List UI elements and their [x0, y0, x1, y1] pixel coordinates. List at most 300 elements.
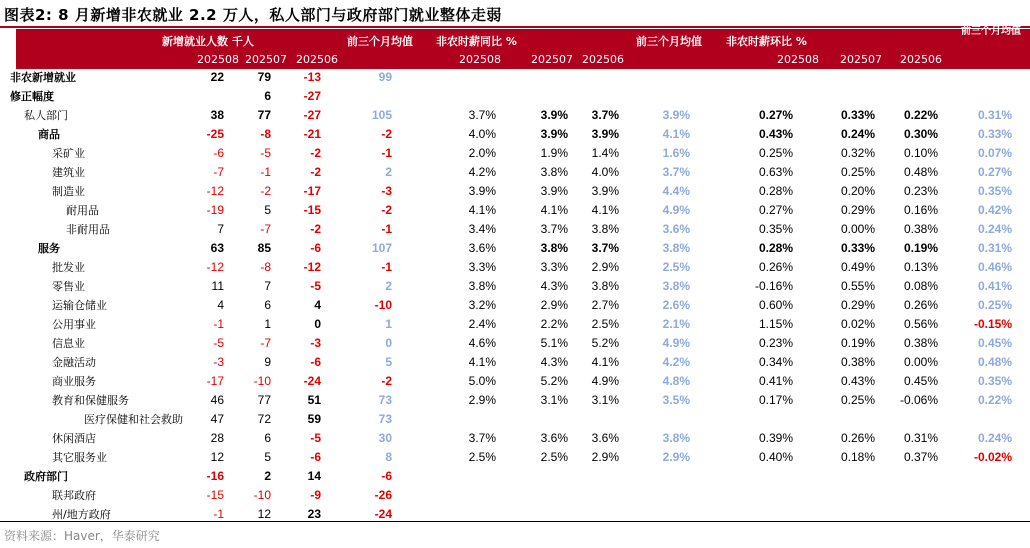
cell-e2: 7 [264, 279, 271, 293]
cell-e1: -5 [213, 336, 224, 350]
cell-m2: 0.00% [840, 222, 875, 236]
cell-mavg: 0.41% [977, 279, 1012, 293]
cell-y3: 2.5% [591, 317, 619, 331]
cell-e2: -8 [260, 260, 271, 274]
cell-eavg: -10 [374, 298, 392, 312]
cell-e3: -15 [303, 203, 321, 217]
cell-e2: -5 [260, 146, 271, 160]
row-label: 其它服务业 [52, 451, 107, 464]
cell-eavg: -2 [381, 203, 392, 217]
cell-eavg: -2 [381, 127, 392, 141]
cell-e1: -1 [213, 317, 224, 331]
cell-m3: -0.06% [899, 393, 938, 407]
cell-e3: -12 [303, 260, 321, 274]
cell-y1: 5.0% [468, 374, 496, 388]
cell-y1: 2.9% [468, 393, 496, 407]
cell-y3: 4.0% [591, 165, 619, 179]
row-label: 采矿业 [52, 147, 85, 160]
header-month: 202507 [245, 53, 287, 66]
table-row [0, 68, 1030, 87]
cell-y1: 3.9% [468, 184, 496, 198]
cell-eavg: 73 [378, 393, 392, 407]
cell-yavg: 2.5% [662, 260, 690, 274]
row-label: 州/地方政府 [52, 508, 111, 521]
cell-mavg: 0.46% [977, 260, 1012, 274]
cell-e3: -5 [310, 279, 321, 293]
header-3m-avg-mom: 前三个月均值 [961, 26, 1021, 37]
cell-e2: 1 [264, 317, 271, 331]
cell-mavg: 0.31% [977, 108, 1012, 122]
cell-e2: 79 [257, 70, 271, 84]
cell-e3: -9 [310, 488, 321, 502]
table-row [0, 467, 1030, 486]
cell-e1: -3 [213, 355, 224, 369]
cell-yavg: 4.8% [662, 374, 690, 388]
cell-e1: -19 [206, 203, 224, 217]
cell-y1: 4.6% [468, 336, 496, 350]
cell-m2: 0.24% [840, 127, 875, 141]
cell-e1: 47 [210, 412, 224, 426]
table-row [0, 258, 1030, 277]
cell-m2: 0.43% [840, 374, 875, 388]
cell-y1: 4.2% [468, 165, 496, 179]
cell-m2: 0.25% [840, 165, 875, 179]
header-3m-avg-jobs: 前三个月均值 [347, 35, 413, 48]
cell-y2: 3.9% [540, 108, 568, 122]
table-body [0, 68, 1030, 524]
cell-m1: 0.23% [758, 336, 793, 350]
cell-y2: 2.2% [540, 317, 568, 331]
cell-yavg: 3.7% [662, 165, 690, 179]
cell-e2: 85 [257, 241, 271, 255]
row-label: 批发业 [52, 261, 85, 274]
cell-m3: 0.19% [903, 241, 938, 255]
cell-e3: 51 [307, 393, 321, 407]
cell-e2: 5 [264, 203, 271, 217]
cell-m3: 0.00% [903, 355, 938, 369]
table-row [0, 125, 1030, 144]
cell-e3: 0 [314, 317, 321, 331]
cell-e3: 4 [314, 298, 321, 312]
cell-y2: 2.9% [540, 298, 568, 312]
cell-y1: 3.7% [468, 431, 496, 445]
cell-y3: 2.9% [591, 260, 619, 274]
cell-y1: 3.7% [468, 108, 496, 122]
cell-yavg: 3.8% [662, 241, 690, 255]
cell-y2: 3.7% [540, 222, 568, 236]
cell-m3: 0.48% [903, 165, 938, 179]
cell-e3: 14 [307, 469, 321, 483]
cell-mavg: 0.42% [977, 203, 1012, 217]
cell-y2: 3.9% [540, 127, 568, 141]
cell-e1: 28 [210, 431, 224, 445]
cell-m2: 0.38% [840, 355, 875, 369]
cell-e2: 72 [257, 412, 271, 426]
cell-y1: 3.2% [468, 298, 496, 312]
cell-yavg: 3.6% [662, 222, 690, 236]
cell-m3: 0.08% [903, 279, 938, 293]
table-row [0, 391, 1030, 410]
cell-e3: -2 [310, 146, 321, 160]
cell-m1: 1.15% [758, 317, 793, 331]
cell-e1: -12 [206, 184, 224, 198]
cell-m2: 0.33% [840, 108, 875, 122]
table-row [0, 144, 1030, 163]
cell-mavg: 0.35% [977, 184, 1012, 198]
row-label: 商业服务 [52, 375, 96, 388]
cell-e2: 2 [264, 469, 271, 483]
cell-y2: 3.3% [540, 260, 568, 274]
cell-m3: 0.10% [903, 146, 938, 160]
cell-m1: 0.35% [758, 222, 793, 236]
row-label: 建筑业 [52, 166, 85, 179]
cell-mavg: 0.35% [977, 374, 1012, 388]
cell-eavg: 30 [378, 431, 392, 445]
cell-e1: 11 [211, 279, 224, 293]
cell-m3: 0.16% [903, 203, 938, 217]
cell-mavg: 0.24% [977, 222, 1012, 236]
cell-e2: 12 [257, 507, 271, 521]
cell-m2: 0.29% [840, 203, 875, 217]
cell-mavg: 0.25% [977, 298, 1012, 312]
row-label: 金融活动 [52, 356, 96, 369]
table-row [0, 429, 1030, 448]
cell-y3: 3.8% [591, 222, 619, 236]
cell-y1: 3.6% [468, 241, 496, 255]
cell-e1: -12 [206, 260, 224, 274]
cell-m2: 0.26% [840, 431, 875, 445]
cell-yavg: 3.8% [662, 431, 690, 445]
cell-eavg: 73 [378, 412, 392, 426]
cell-yavg: 4.9% [662, 336, 690, 350]
cell-e1: 4 [217, 298, 224, 312]
cell-m3: 0.38% [903, 222, 938, 236]
cell-y2: 2.5% [540, 450, 568, 464]
cell-yavg: 4.4% [662, 184, 690, 198]
cell-e3: -2 [310, 222, 321, 236]
cell-y1: 4.1% [468, 355, 496, 369]
cell-e3: -6 [310, 241, 321, 255]
row-label: 联邦政府 [52, 489, 96, 502]
cell-e3: -5 [310, 431, 321, 445]
cell-e1: 46 [210, 393, 224, 407]
cell-y2: 4.3% [540, 355, 568, 369]
cell-eavg: 107 [371, 241, 392, 255]
table-row [0, 296, 1030, 315]
cell-m1: 0.28% [758, 241, 793, 255]
cell-mavg: 0.27% [977, 165, 1012, 179]
cell-m2: 0.20% [840, 184, 875, 198]
header-wage-mom: 非农时薪环比 % [726, 35, 807, 48]
cell-m1: 0.39% [758, 431, 793, 445]
cell-e3: 23 [307, 507, 321, 521]
table-row [0, 220, 1030, 239]
cell-m1: 0.43% [758, 127, 793, 141]
row-label: 公用事业 [52, 318, 96, 331]
cell-e2: -10 [253, 488, 271, 502]
cell-yavg: 2.6% [662, 298, 690, 312]
cell-eavg: -24 [374, 507, 392, 521]
row-label: 非耐用品 [66, 223, 110, 236]
cell-y2: 3.6% [540, 431, 568, 445]
row-label: 医疗保健和社会救助 [84, 413, 183, 426]
cell-eavg: 2 [385, 165, 392, 179]
cell-e3: -6 [310, 450, 321, 464]
cell-mavg: 0.24% [977, 431, 1012, 445]
cell-e1: 7 [217, 222, 224, 236]
cell-y1: 2.4% [468, 317, 496, 331]
cell-y2: 3.8% [540, 165, 568, 179]
cell-e2: -7 [260, 336, 271, 350]
table-row [0, 486, 1030, 505]
cell-e2: -2 [260, 184, 271, 198]
cell-e1: -1 [213, 507, 224, 521]
cell-e1: 12 [210, 450, 224, 464]
cell-e3: -2 [310, 165, 321, 179]
cell-y3: 3.7% [591, 108, 619, 122]
source-note: 资料来源：Haver，华泰研究 [4, 529, 160, 543]
cell-m2: 0.32% [840, 146, 875, 160]
cell-e3: -27 [303, 89, 321, 103]
cell-mavg: 0.33% [977, 127, 1012, 141]
table-row [0, 106, 1030, 125]
cell-mavg: 0.22% [977, 393, 1012, 407]
cell-e2: 77 [257, 393, 271, 407]
cell-y3: 4.1% [591, 355, 619, 369]
cell-y2: 3.8% [540, 241, 568, 255]
cell-e2: 6 [264, 298, 271, 312]
header-month: 202508 [777, 53, 819, 66]
cell-mavg: 0.48% [977, 355, 1012, 369]
cell-yavg: 2.1% [662, 317, 690, 331]
cell-e1: -6 [213, 146, 224, 160]
cell-eavg: 5 [385, 355, 392, 369]
table-header [16, 26, 1030, 69]
cell-e2: 6 [264, 89, 271, 103]
header-month: 202506 [582, 53, 624, 66]
cell-e1: 22 [210, 70, 224, 84]
cell-y2: 5.2% [540, 374, 568, 388]
cell-e2: 77 [257, 108, 271, 122]
cell-m3: 0.31% [903, 431, 938, 445]
cell-m1: -0.16% [754, 279, 793, 293]
row-label: 修正幅度 [10, 90, 54, 103]
bottom-rule [0, 521, 1030, 522]
header-month: 202508 [459, 53, 501, 66]
cell-y3: 3.9% [591, 184, 619, 198]
cell-y3: 2.7% [591, 298, 619, 312]
row-label: 商品 [38, 128, 60, 141]
cell-e2: -10 [253, 374, 271, 388]
cell-m2: 0.49% [840, 260, 875, 274]
cell-y3: 5.2% [591, 336, 619, 350]
cell-m2: 0.19% [840, 336, 875, 350]
cell-mavg: 0.07% [977, 146, 1012, 160]
cell-eavg: -1 [381, 146, 392, 160]
cell-yavg: 1.6% [662, 146, 690, 160]
cell-yavg: 3.5% [662, 393, 690, 407]
cell-y3: 3.8% [591, 279, 619, 293]
cell-e3: -27 [303, 108, 321, 122]
row-label: 耐用品 [66, 204, 99, 217]
cell-eavg: -3 [381, 184, 392, 198]
table-row [0, 353, 1030, 372]
cell-m1: 0.63% [758, 165, 793, 179]
row-label: 零售业 [52, 280, 85, 293]
header-wage-yoy: 非农时薪同比 % [436, 35, 517, 48]
cell-yavg: 2.9% [662, 450, 690, 464]
row-label: 制造业 [52, 185, 85, 198]
cell-y1: 3.3% [468, 260, 496, 274]
cell-m3: 0.26% [903, 298, 938, 312]
cell-mavg: -0.02% [973, 450, 1012, 464]
cell-eavg: 1 [385, 317, 392, 331]
header-new-jobs: 新增就业人数 千人 [162, 35, 254, 48]
cell-y1: 3.8% [468, 279, 496, 293]
cell-y1: 2.0% [468, 146, 496, 160]
cell-y1: 4.1% [468, 203, 496, 217]
title-rule [0, 26, 1030, 28]
table-row [0, 201, 1030, 220]
cell-e3: -17 [303, 184, 321, 198]
cell-e3: -21 [303, 127, 321, 141]
cell-m3: 0.22% [903, 108, 938, 122]
cell-m1: 0.27% [758, 108, 793, 122]
cell-eavg: -1 [381, 260, 392, 274]
cell-m2: 0.33% [840, 241, 875, 255]
cell-m3: 0.38% [903, 336, 938, 350]
cell-y3: 3.9% [591, 127, 619, 141]
cell-m2: 0.29% [840, 298, 875, 312]
cell-y3: 3.1% [591, 393, 619, 407]
cell-m1: 0.60% [758, 298, 793, 312]
cell-y1: 4.0% [468, 127, 496, 141]
cell-y2: 4.1% [540, 203, 568, 217]
cell-eavg: 8 [385, 450, 392, 464]
cell-y3: 3.6% [591, 431, 619, 445]
cell-yavg: 3.8% [662, 279, 690, 293]
cell-m1: 0.25% [758, 146, 793, 160]
cell-y3: 4.9% [591, 374, 619, 388]
cell-e1: -16 [206, 469, 224, 483]
cell-m1: 0.17% [758, 393, 793, 407]
cell-yavg: 4.9% [662, 203, 690, 217]
cell-eavg: -26 [374, 488, 392, 502]
cell-m1: 0.34% [758, 355, 793, 369]
cell-e3: -3 [310, 336, 321, 350]
cell-e3: 59 [307, 412, 321, 426]
cell-e2: -7 [260, 222, 271, 236]
cell-m1: 0.26% [758, 260, 793, 274]
cell-y3: 3.7% [591, 241, 619, 255]
cell-mavg: 0.31% [977, 241, 1012, 255]
cell-eavg: 2 [385, 279, 392, 293]
header-month: 202507 [531, 53, 573, 66]
row-label: 休闲酒店 [52, 432, 96, 445]
table-row [0, 334, 1030, 353]
row-label: 服务 [38, 242, 60, 255]
cell-mavg: -0.15% [973, 317, 1012, 331]
row-label: 信息业 [52, 337, 85, 350]
cell-m1: 0.41% [758, 374, 793, 388]
cell-eavg: 105 [371, 108, 392, 122]
cell-e1: 38 [210, 108, 224, 122]
cell-m1: 0.40% [758, 450, 793, 464]
cell-e1: -7 [213, 165, 224, 179]
cell-m2: 0.18% [840, 450, 875, 464]
cell-eavg: -6 [381, 469, 392, 483]
cell-e2: -1 [260, 165, 271, 179]
cell-e2: -8 [260, 127, 271, 141]
cell-e1: -17 [206, 374, 224, 388]
row-label: 教育和保健服务 [52, 394, 129, 407]
cell-m3: 0.23% [903, 184, 938, 198]
header-3m-avg-yoy: 前三个月均值 [636, 35, 702, 48]
table-row [0, 182, 1030, 201]
header-month: 202506 [900, 53, 942, 66]
cell-e3: -24 [303, 374, 321, 388]
cell-m3: 0.30% [903, 127, 938, 141]
cell-eavg: -1 [381, 222, 392, 236]
cell-m3: 0.45% [903, 374, 938, 388]
cell-e1: -25 [206, 127, 224, 141]
cell-eavg: -2 [381, 374, 392, 388]
cell-mavg: 0.45% [977, 336, 1012, 350]
cell-y2: 3.1% [540, 393, 568, 407]
cell-eavg: 99 [378, 70, 392, 84]
cell-y2: 4.3% [540, 279, 568, 293]
cell-eavg: 0 [385, 336, 392, 350]
cell-y2: 5.1% [540, 336, 568, 350]
header-month: 202507 [840, 53, 882, 66]
cell-m2: 0.55% [840, 279, 875, 293]
cell-y2: 3.9% [540, 184, 568, 198]
cell-y3: 2.9% [591, 450, 619, 464]
cell-e2: 5 [264, 450, 271, 464]
cell-e2: 6 [264, 431, 271, 445]
cell-m2: 0.02% [840, 317, 875, 331]
cell-yavg: 4.2% [662, 355, 690, 369]
row-label: 政府部门 [24, 470, 68, 483]
cell-m3: 0.37% [903, 450, 938, 464]
cell-e2: 9 [264, 355, 271, 369]
cell-m3: 0.56% [903, 317, 938, 331]
cell-e1: 63 [210, 241, 224, 255]
table-row [0, 315, 1030, 334]
cell-e1: -15 [206, 488, 224, 502]
cell-y2: 1.9% [540, 146, 568, 160]
cell-e3: -6 [310, 355, 321, 369]
cell-y1: 3.4% [468, 222, 496, 236]
chart-title: 图表2: 8 月新增非农就业 2.2 万人，私人部门与政府部门就业整体走弱 [4, 6, 502, 24]
cell-m3: 0.13% [903, 260, 938, 274]
cell-y1: 2.5% [468, 450, 496, 464]
header-month: 202506 [296, 53, 338, 66]
row-label: 运输仓储业 [52, 299, 107, 312]
cell-yavg: 3.9% [662, 108, 690, 122]
cell-m1: 0.27% [758, 203, 793, 217]
cell-m2: 0.25% [840, 393, 875, 407]
cell-y3: 4.1% [591, 203, 619, 217]
cell-y3: 1.4% [591, 146, 619, 160]
table-row [0, 448, 1030, 467]
table-row [0, 163, 1030, 182]
cell-e3: -13 [303, 70, 321, 84]
cell-yavg: 4.1% [662, 127, 690, 141]
table-row [0, 410, 1030, 429]
cell-m1: 0.28% [758, 184, 793, 198]
header-month: 202508 [197, 53, 239, 66]
